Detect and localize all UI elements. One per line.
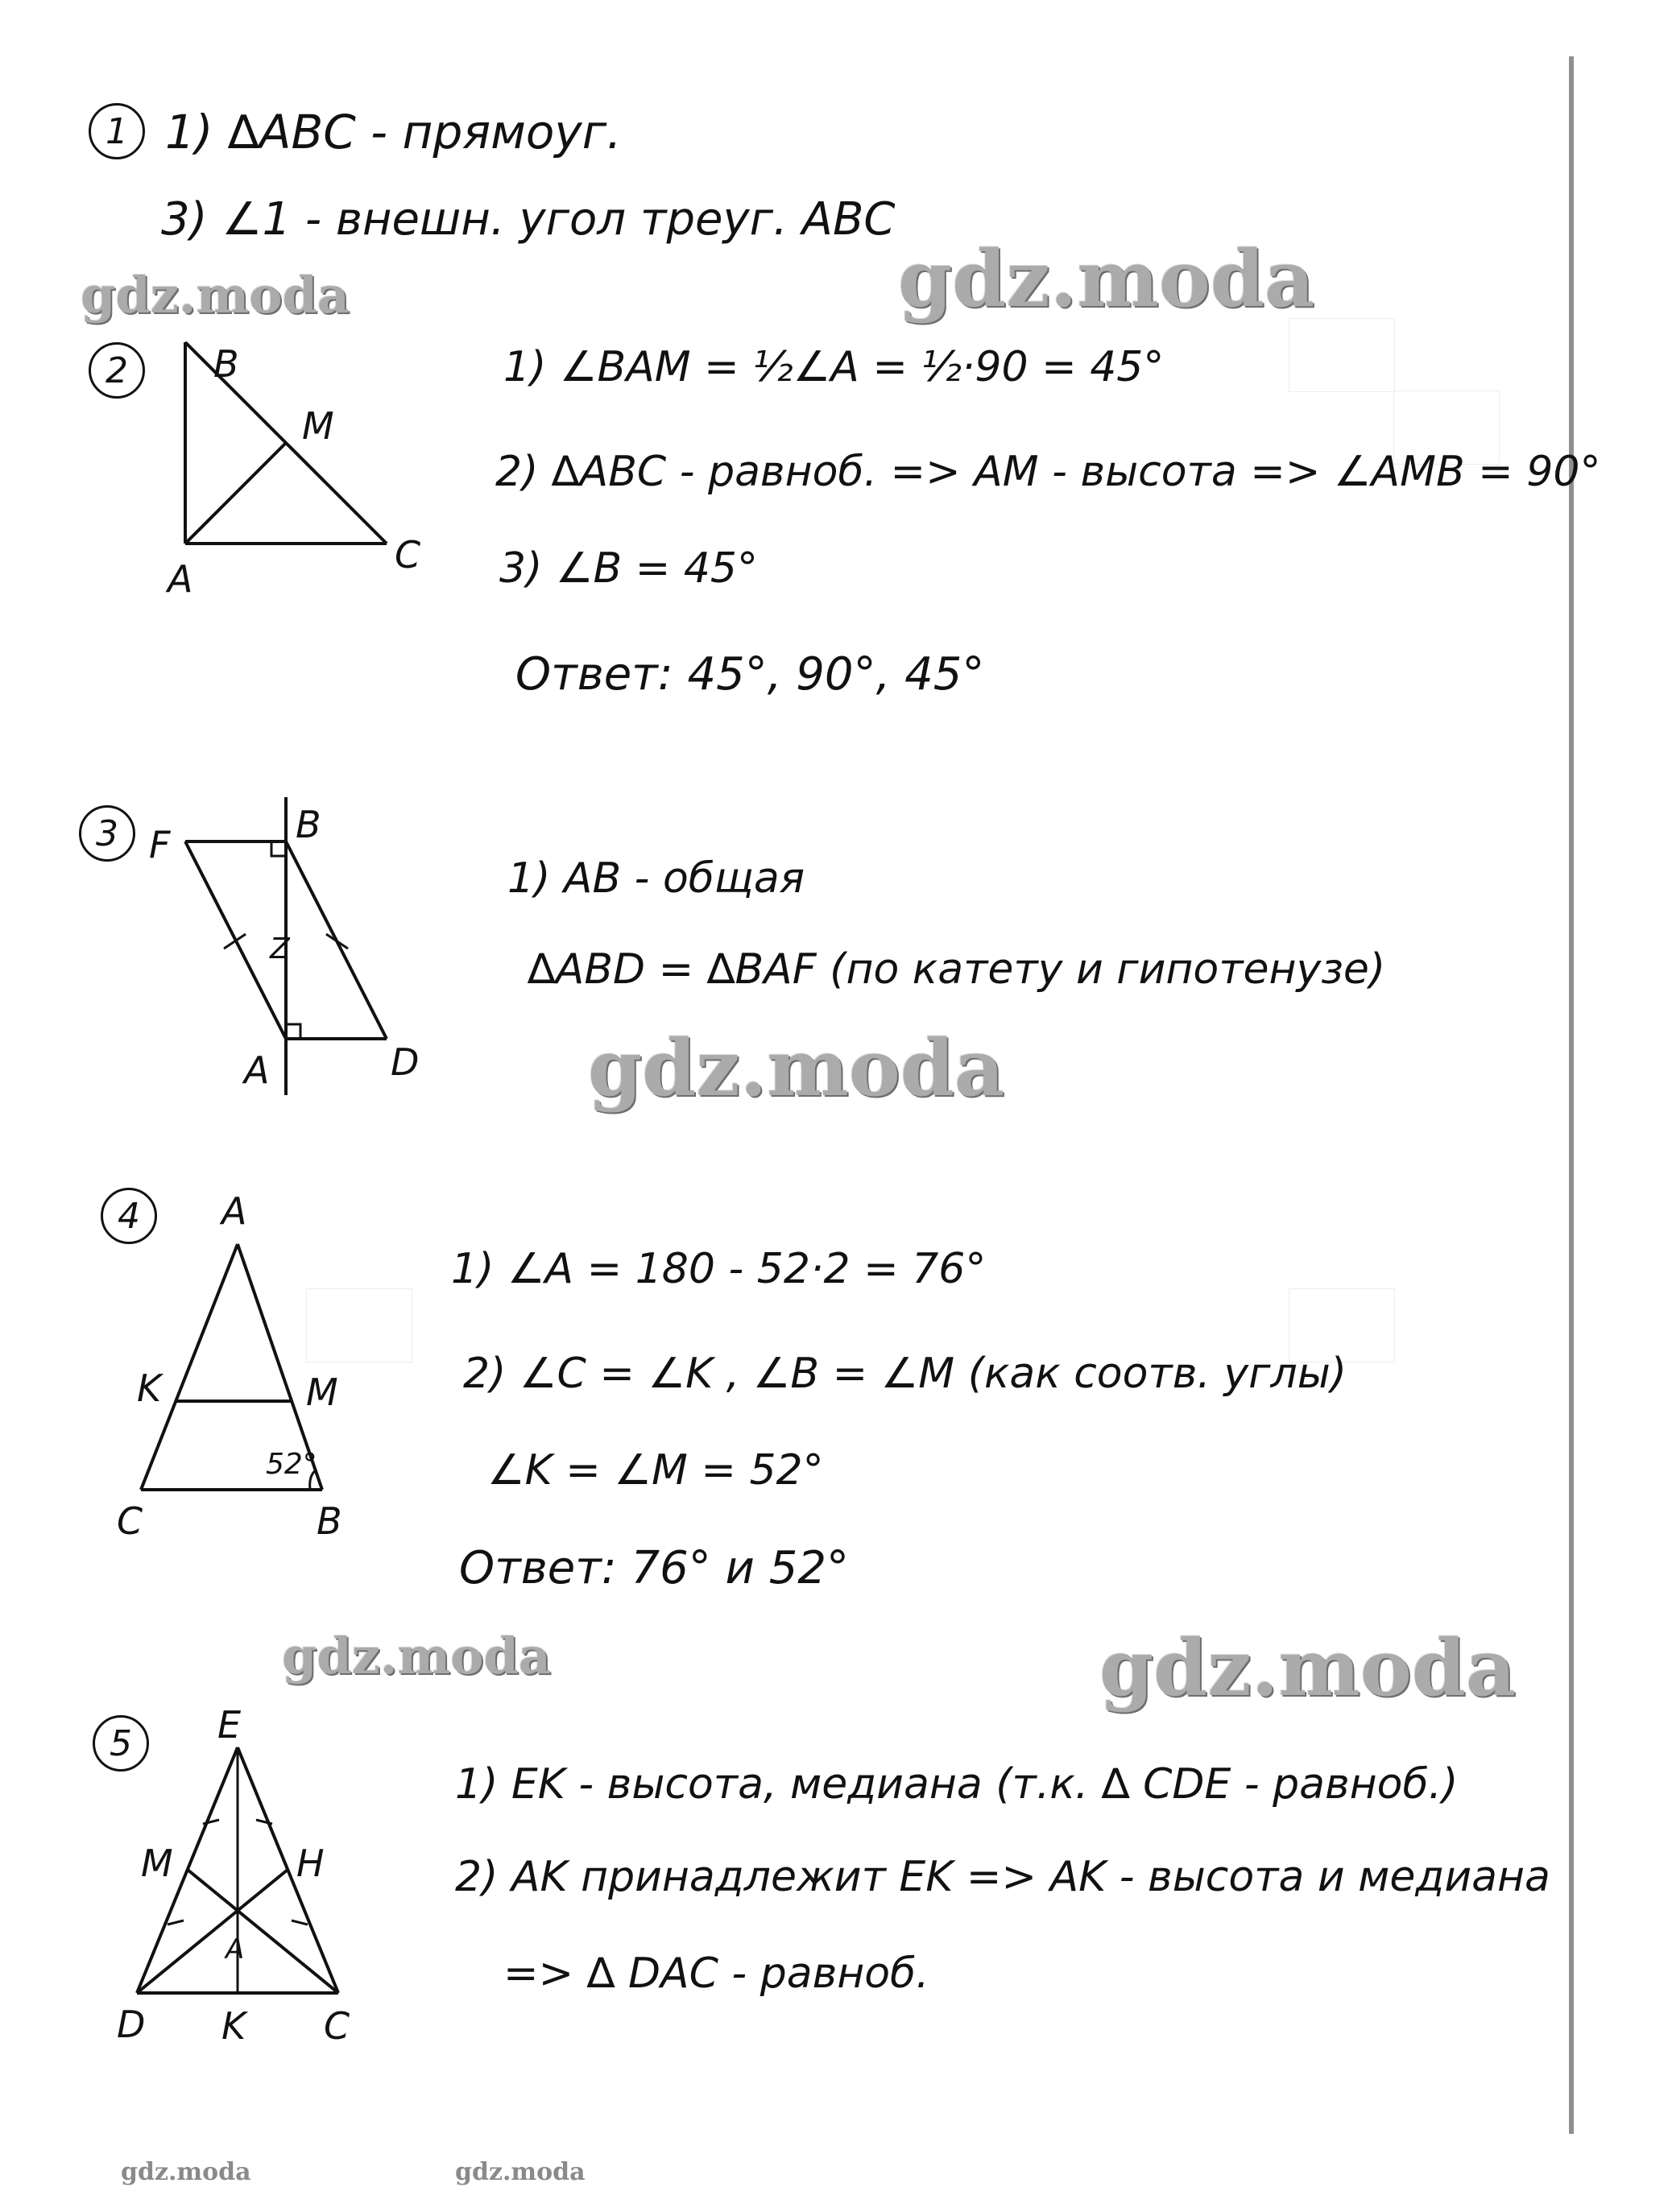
watermark: gdz.moda: [455, 2158, 586, 2186]
task1-line2: 3) ∠1 - внешн. угол треуг. ABC: [161, 193, 896, 246]
task4-line1: 1) ∠A = 180 - 52·2 = 76°: [451, 1245, 987, 1293]
task3-triangles-diagram: [141, 797, 447, 1103]
task-number-2: 2: [89, 342, 145, 399]
label-m: M: [306, 1371, 338, 1414]
task4-answer: Ответ: 76° и 52°: [459, 1542, 849, 1594]
watermark: gdz.moda: [898, 234, 1315, 325]
task5-triangle-diagram: [105, 1707, 379, 2061]
task5-line2: 2) AK принадлежит EK => AK - высота и медиана: [455, 1853, 1550, 1901]
label-k: K: [221, 2004, 246, 2048]
label-d: D: [117, 2003, 146, 2046]
label-c: C: [117, 1499, 143, 1543]
label-b: B: [213, 342, 239, 386]
task1-line1: 1) ∆ABC - прямоуг.: [165, 105, 622, 159]
watermark: gdz.moda: [282, 1627, 551, 1685]
label-m: M: [141, 1842, 173, 1885]
label-a: A: [221, 1192, 247, 1233]
task2-line3: 3) ∠B = 45°: [499, 544, 758, 593]
label-d: D: [391, 1040, 420, 1084]
label-f: F: [149, 823, 171, 866]
label-b: B: [317, 1499, 342, 1543]
label-a: A: [226, 1933, 245, 1966]
label-k: K: [137, 1366, 162, 1410]
watermark: gdz.moda: [121, 2158, 251, 2186]
task2-line2: 2) ∆ABC - равноб. => AM - высота => ∠AMB = 90°: [495, 448, 1601, 496]
page-edge-line: [1569, 56, 1574, 2134]
watermark: gdz.moda: [588, 1023, 1005, 1114]
task-number-5: 5: [93, 1715, 149, 1772]
label-e: E: [217, 1707, 242, 1747]
task-number-1: 1: [89, 103, 145, 159]
task-number-4: 4: [101, 1188, 157, 1244]
task-number-3: 3: [79, 805, 135, 862]
task5-line3: => ∆ DAC - равноб.: [503, 1949, 929, 1998]
label-h: H: [296, 1842, 325, 1885]
task4-triangle-diagram: [117, 1192, 375, 1546]
watermark: gdz.moda: [1099, 1623, 1517, 1714]
label-c: C: [324, 2004, 350, 2048]
task4-line2: 2) ∠C = ∠K , ∠B = ∠M (как соотв. углы): [463, 1350, 1347, 1398]
task4-line3: ∠K = ∠M = 52°: [487, 1446, 824, 1495]
label-c: C: [395, 533, 421, 577]
angle-52-label: 52°: [266, 1448, 317, 1481]
task2-triangle-diagram: [153, 330, 443, 604]
label-a: A: [168, 557, 193, 601]
watermark: gdz.moda: [81, 266, 350, 325]
label-z: Z: [270, 932, 290, 965]
grid-fragment: [1289, 318, 1395, 392]
label-m: M: [302, 404, 334, 448]
task3-line2: ∆ABD = ∆BAF (по катету и гипотенузе): [528, 945, 1386, 994]
label-b: B: [296, 803, 321, 846]
task2-answer: Ответ: 45°, 90°, 45°: [515, 648, 985, 701]
task3-line1: 1) AB - общая: [507, 854, 805, 903]
label-a: A: [244, 1048, 270, 1092]
task2-line1: 1) ∠BAM = ½∠A = ½·90 = 45°: [503, 343, 1165, 391]
task5-line1: 1) EK - высота, медиана (т.к. ∆ CDE - равноб.): [455, 1760, 1459, 1809]
